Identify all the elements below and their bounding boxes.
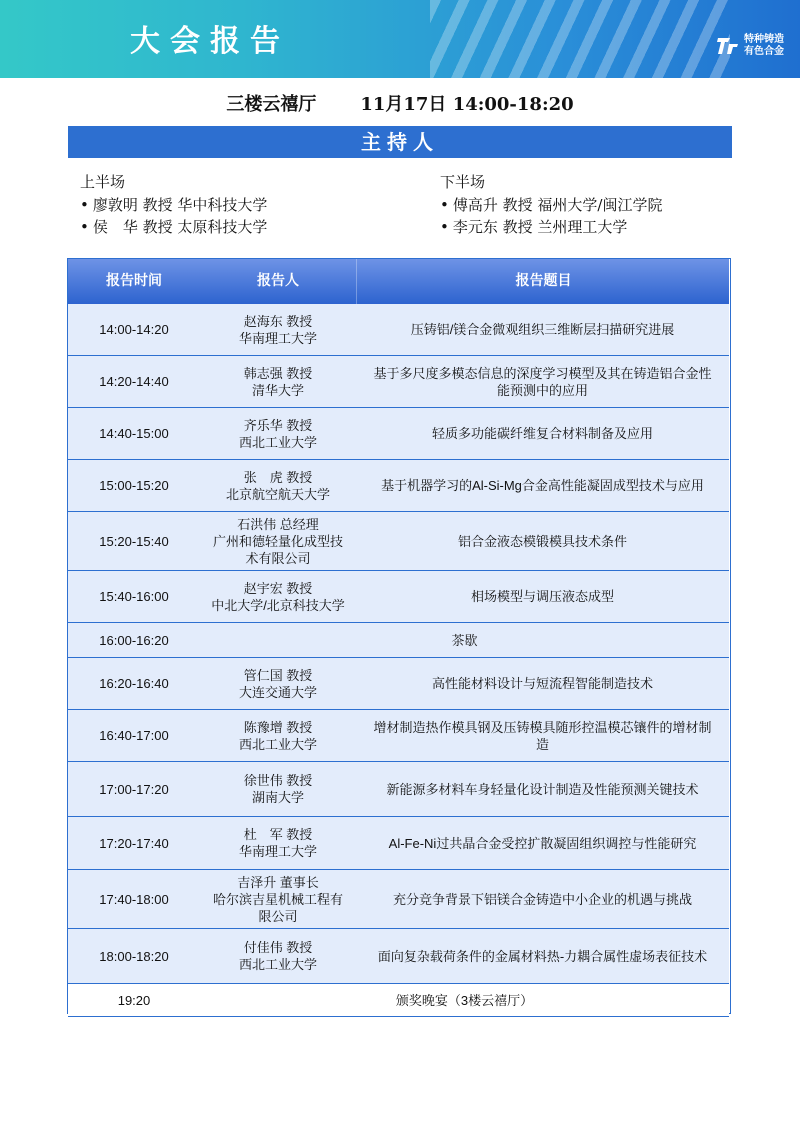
report-time: 16:20-16:40	[99, 676, 169, 691]
speaker-affiliation: 广州和德轻量化成型技	[212, 533, 343, 549]
speaker-affiliation: 北京航空航天大学	[225, 486, 330, 502]
table-row	[68, 304, 729, 356]
session-info	[0, 90, 800, 116]
header-banner	[0, 0, 800, 78]
header-time: 报告时间	[106, 273, 162, 289]
speaker	[200, 870, 356, 928]
speaker	[200, 817, 356, 869]
speaker-name: 吉泽升 董事长	[237, 874, 319, 890]
table-header	[68, 259, 729, 304]
speaker-name: 张 虎 教授	[243, 469, 313, 485]
speaker	[200, 356, 356, 407]
report-topic: 压铸铝/镁合金微观组织三维断层扫描研究进展	[410, 322, 675, 337]
break-row	[68, 984, 729, 1017]
logo-text	[744, 34, 796, 58]
report-time: 14:00-14:20	[99, 322, 169, 337]
logo-line-2: 有色合金	[744, 46, 784, 57]
report-topic: 高性能材料设计与短流程智能制造技术	[431, 676, 653, 691]
table-row	[68, 356, 729, 408]
header-topic: 报告题目	[356, 259, 730, 304]
speaker-name: 韩志强 教授	[243, 365, 313, 381]
table-row	[68, 817, 729, 870]
speaker-affiliation: 湖南大学	[251, 790, 304, 805]
table-row	[68, 762, 729, 817]
header-speaker: 报告人	[257, 273, 299, 289]
host-item: • 侯 华 教授 太原科技大学	[80, 216, 267, 238]
second-half-hosts	[440, 172, 662, 238]
table-row	[68, 929, 729, 984]
logo-mark-icon	[716, 34, 740, 58]
speaker	[200, 408, 356, 459]
report-topic: 增材制造热作模具钢及压铸模具随形控温模芯镶件的增材制造	[373, 719, 712, 752]
speaker-affiliation: 术有限公司	[245, 550, 311, 566]
speaker-affiliation: 中北大学/北京科技大学	[211, 597, 345, 613]
speaker-affiliation: 华南理工大学	[238, 330, 317, 346]
report-time: 16:00-16:20	[99, 632, 169, 648]
speaker-affiliation: 清华大学	[251, 382, 304, 398]
report-time: 15:00-15:20	[99, 478, 169, 493]
speaker-name: 杜 军 教授	[243, 827, 313, 842]
speaker-name: 石洪伟 总经理	[237, 516, 319, 532]
report-time: 16:40-17:00	[99, 728, 169, 743]
report-topic: 新能源多材料车身轻量化设计制造及性能预测关键技术	[386, 781, 699, 797]
report-time: 15:20-15:40	[99, 533, 169, 549]
report-time: 15:40-16:00	[99, 589, 169, 604]
table-row	[68, 460, 729, 512]
session-datetime: 11月17日 14:00-18:20	[360, 94, 574, 115]
speaker	[200, 762, 356, 816]
speaker	[200, 710, 356, 761]
break-label: 颁奖晚宴（3楼云禧厅）	[395, 992, 534, 1008]
table-row	[68, 870, 729, 929]
report-topic: 基于机器学习的Al-Si-Mg合金高性能凝固成型技术与应用	[381, 478, 704, 493]
report-time: 17:00-17:20	[99, 781, 169, 797]
speaker-name: 管仁国 教授	[243, 667, 313, 683]
table-row	[68, 710, 729, 762]
speaker-name: 赵海东 教授	[243, 313, 313, 329]
speaker-name: 齐乐华 教授	[243, 417, 313, 433]
break-row	[68, 623, 729, 658]
report-time: 18:00-18:20	[99, 948, 169, 964]
report-topic: 铝合金液态模锻模具技术条件	[457, 533, 627, 549]
speaker	[200, 658, 356, 709]
speaker-name: 陈豫增 教授	[243, 719, 313, 735]
speaker	[200, 460, 356, 511]
report-topic: 基于多尺度多模态信息的深度学习模型及其在铸造铝合金性能预测中的应用	[373, 365, 712, 398]
report-topic: Al-Fe-Ni过共晶合金受控扩散凝固组织调控与性能研究	[388, 835, 697, 851]
report-time: 17:20-17:40	[99, 835, 169, 851]
banner-stripes	[430, 0, 730, 78]
report-topic: 面向复杂载荷条件的金属材料热-力耦合属性虚场表征技术	[377, 948, 708, 964]
speaker-name: 赵宇宏 教授	[243, 580, 313, 596]
speaker-affiliation: 西北工业大学	[238, 957, 317, 972]
speaker	[200, 512, 356, 570]
table-row	[68, 408, 729, 460]
table-row	[68, 571, 729, 623]
table-row	[68, 512, 729, 571]
speaker	[200, 929, 356, 983]
speaker	[200, 571, 356, 622]
first-half-label: 上半场	[80, 173, 126, 191]
schedule-table	[67, 258, 731, 1014]
host-item: • 傅高升 教授 福州大学/闽江学院	[440, 194, 662, 216]
session-venue: 三楼云禧厅	[226, 94, 317, 115]
speaker	[200, 304, 356, 355]
speaker-affiliation: 限公司	[258, 908, 298, 924]
break-label: 茶歇	[451, 632, 478, 648]
logo-line-1: 特种铸造	[744, 34, 784, 45]
report-topic: 轻质多功能碳纤维复合材料制备及应用	[431, 426, 653, 441]
report-time: 19:20	[117, 992, 151, 1008]
speaker-affiliation: 哈尔滨吉星机械工程有	[212, 891, 343, 907]
second-half-label: 下半场	[440, 173, 486, 191]
speaker-affiliation: 西北工业大学	[238, 736, 317, 752]
speaker-affiliation: 西北工业大学	[238, 434, 317, 450]
page-title: 大会报告	[130, 24, 290, 59]
table-row	[68, 658, 729, 710]
speaker-name: 徐世伟 教授	[243, 773, 313, 788]
report-time: 14:40-15:00	[99, 426, 169, 441]
hosts-heading: 主持人	[68, 126, 732, 158]
report-topic: 相场模型与调压液态成型	[470, 589, 614, 604]
report-time: 14:20-14:40	[99, 374, 169, 389]
speaker-affiliation: 华南理工大学	[238, 844, 317, 859]
host-item: • 李元东 教授 兰州理工大学	[440, 216, 662, 238]
speaker-name: 付佳伟 教授	[243, 940, 313, 955]
speaker-affiliation: 大连交通大学	[238, 684, 317, 700]
host-item: • 廖敦明 教授 华中科技大学	[80, 194, 267, 216]
organizer-logo	[716, 34, 796, 64]
first-half-hosts	[80, 172, 267, 238]
report-topic: 充分竞争背景下铝镁合金铸造中小企业的机遇与挑战	[392, 891, 692, 907]
report-time: 17:40-18:00	[99, 891, 169, 907]
